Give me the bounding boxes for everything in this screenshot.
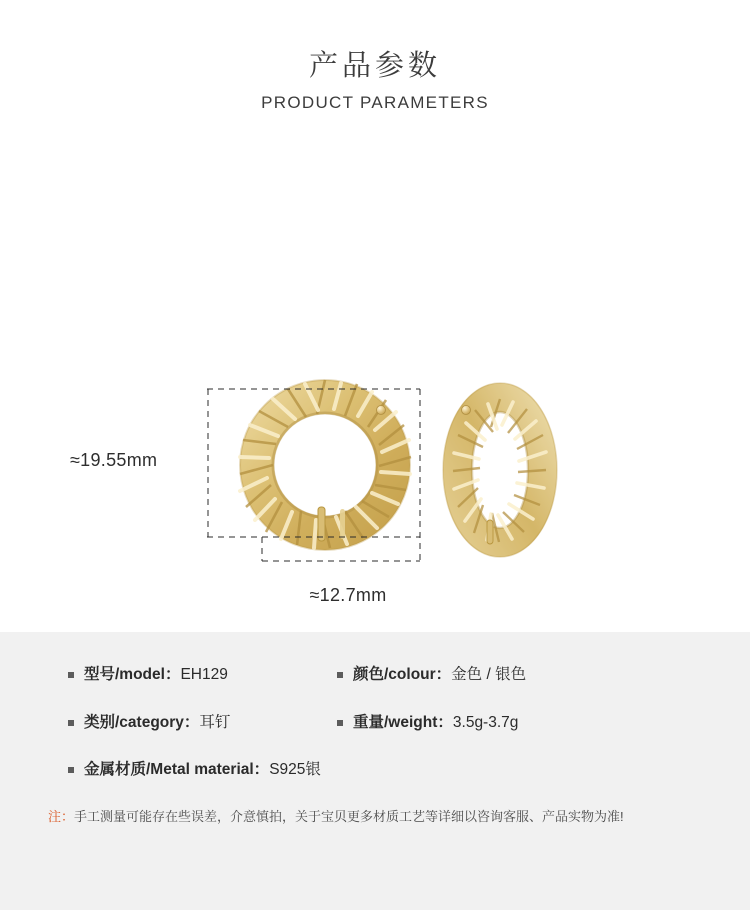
spec-value: EH129 (180, 666, 228, 683)
width-measurement-text: ≈12.7mm (309, 584, 387, 605)
bullet-icon (337, 720, 343, 726)
spec-item-material (0, 759, 520, 781)
spec-text (84, 712, 230, 734)
bullet-icon (68, 767, 74, 773)
note-label: 注： (48, 809, 75, 825)
spec-key: 颜色/colour： (353, 666, 452, 683)
spec-text (84, 759, 321, 781)
spec-row (0, 712, 750, 734)
spec-row (0, 664, 750, 686)
product-illustration (0, 113, 750, 613)
spec-item-weight (325, 712, 750, 734)
spec-text (353, 664, 526, 686)
spec-value: 金色 / 银色 (451, 666, 527, 683)
note-text: 手工测量可能存在些误差，介意慎拍，关于宝贝更多材质工艺等详细以咨询客服、产品实物为准! (74, 809, 624, 825)
spec-key: 型号/model： (84, 666, 181, 683)
specifications-grid (0, 632, 750, 827)
page-header (0, 0, 750, 113)
page-title-cn: 产品参数 (308, 50, 441, 82)
bullet-icon (68, 672, 74, 678)
disclaimer-note (0, 807, 750, 827)
spec-key: 重量/weight： (353, 713, 453, 731)
spec-text (353, 712, 518, 734)
earring-front-view (240, 380, 411, 550)
spec-key: 类别/category： (84, 713, 200, 731)
spec-value: 耳钉 (199, 713, 231, 731)
spec-item-colour (325, 664, 750, 686)
width-measurement-label (0, 585, 750, 606)
specifications-panel (0, 632, 750, 910)
page-title-en: PRODUCT PARAMETERS (261, 92, 489, 112)
spec-text (84, 664, 228, 686)
earring-side-view (443, 383, 557, 557)
spec-item-model (0, 664, 325, 686)
spec-row (0, 759, 750, 781)
spec-item-category (0, 712, 325, 734)
spec-value: 3.5g-3.7g (452, 713, 519, 731)
height-measurement-label: ≈19.55mm (70, 449, 158, 470)
product-image-area (0, 113, 750, 613)
spec-key: 金属材质/Metal material： (84, 761, 270, 779)
spec-value: S925银 (269, 761, 321, 779)
bullet-icon (68, 720, 74, 726)
bullet-icon (337, 672, 343, 678)
